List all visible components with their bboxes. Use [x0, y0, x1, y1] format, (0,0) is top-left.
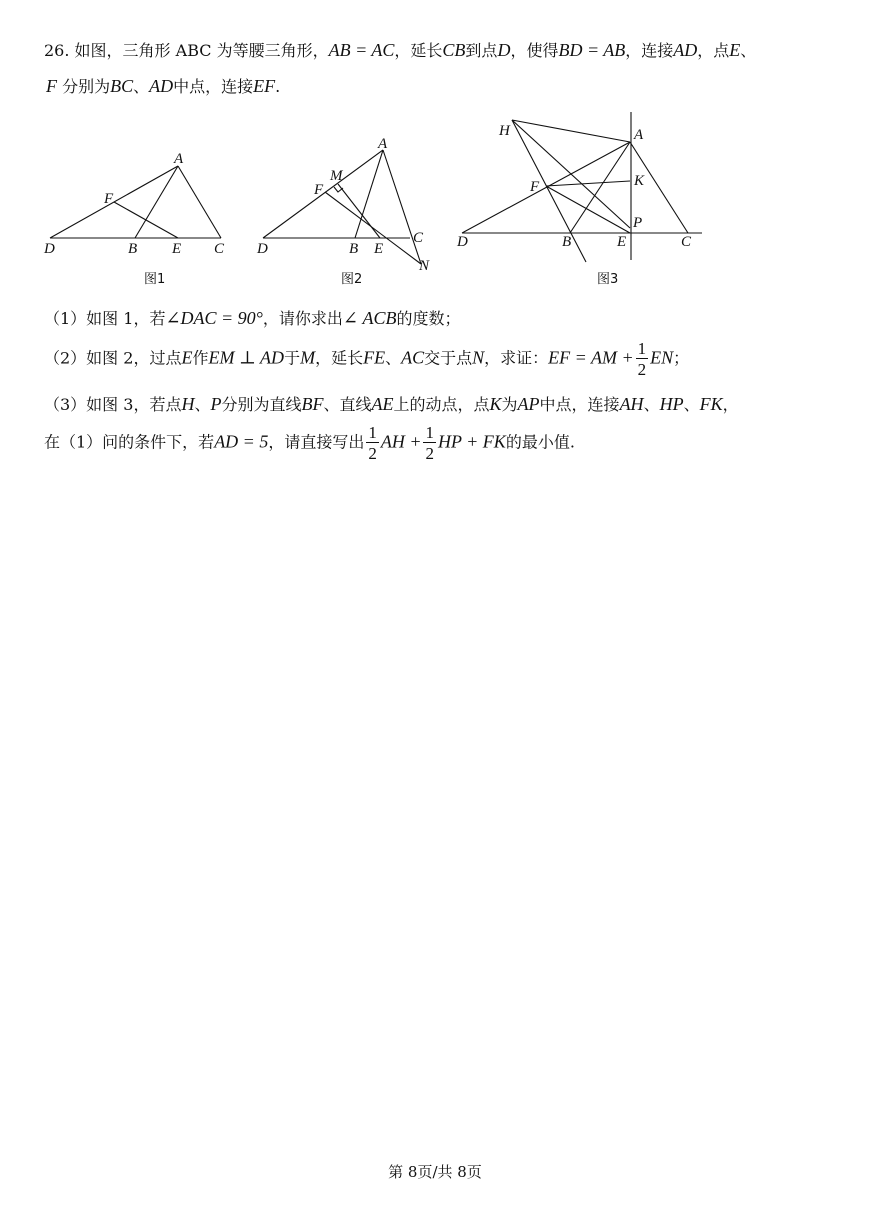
- fig1-label-e: E: [172, 241, 182, 257]
- fig2-caption: 图2: [341, 272, 363, 287]
- text: ，使得: [510, 41, 559, 60]
- fig2-label-b: B: [349, 241, 359, 257]
- question-3-line-2: [44, 424, 575, 462]
- math: P: [210, 394, 222, 414]
- fig2-label-n: N: [419, 258, 430, 274]
- math: AD: [149, 76, 174, 96]
- text: ，请你求出: [262, 309, 343, 328]
- math: EN: [650, 347, 674, 368]
- fig1-label-d: D: [44, 241, 55, 257]
- text: ，连接: [625, 41, 674, 60]
- text: ，请直接写出: [268, 432, 365, 452]
- numerator: 1: [425, 423, 434, 442]
- text: 分别为: [62, 77, 111, 96]
- problem-line-2: [46, 74, 280, 97]
- math: CB: [442, 40, 466, 60]
- math: HP: [659, 394, 684, 414]
- fraction-half: [423, 424, 436, 462]
- math: F: [46, 76, 57, 96]
- text: （2）如图 2，过点: [44, 348, 182, 368]
- fig3-label-d: D: [457, 234, 468, 250]
- text: 为: [501, 395, 518, 414]
- math: D: [497, 40, 511, 60]
- question-1: [44, 306, 461, 329]
- fig1-label-f: F: [104, 191, 114, 207]
- text: 的最小值.: [505, 432, 575, 452]
- text: 、: [683, 395, 700, 414]
- text: 、直线: [323, 395, 372, 414]
- text: ，延长: [394, 41, 443, 60]
- fig2-label-c: C: [413, 230, 424, 246]
- math: BD = AB: [558, 40, 626, 60]
- fraction-half: [366, 424, 379, 462]
- fig3-label-f: F: [530, 179, 540, 195]
- fraction-half: [636, 340, 649, 378]
- text: 如图，三角形 ABC 为等腰三角形，: [74, 41, 329, 60]
- fig1-caption: 图1: [144, 272, 166, 287]
- fig3-label-e: E: [617, 234, 627, 250]
- text: 中点，连接: [539, 395, 620, 414]
- math: EF = AM +: [548, 347, 634, 368]
- math: AE: [371, 394, 394, 414]
- text: ；: [673, 348, 690, 368]
- text: 到点: [465, 41, 498, 60]
- problem-line-1: [44, 38, 756, 61]
- figure-3: [462, 112, 702, 262]
- math: ∠ ACB: [342, 308, 397, 328]
- math: AD = 5: [214, 431, 269, 452]
- math: E: [181, 347, 193, 368]
- fig3-label-p: P: [633, 215, 643, 231]
- text: （1）如图 1，若: [44, 309, 166, 328]
- text: 交于点: [424, 348, 473, 368]
- denominator: 2: [425, 444, 434, 463]
- text: 、: [133, 77, 150, 96]
- fig2-label-f: F: [314, 182, 324, 198]
- math: HP + FK: [437, 431, 506, 452]
- math: H: [181, 394, 195, 414]
- text: ，求证：: [484, 348, 549, 368]
- text: 中点，连接: [173, 77, 254, 96]
- fig2-label-a: A: [378, 136, 388, 152]
- fig3-label-a: A: [634, 127, 644, 143]
- text: （3）如图 3，若点: [44, 395, 182, 414]
- fig2-label-e: E: [374, 241, 384, 257]
- numerator: 1: [637, 339, 647, 358]
- fig1-label-a: A: [174, 151, 184, 167]
- fig3-label-c: C: [681, 234, 692, 250]
- problem-number: 26.: [44, 41, 70, 60]
- math: AH: [619, 394, 644, 414]
- math: AP: [517, 394, 540, 414]
- math: AB = AC: [328, 40, 395, 60]
- math: AH +: [380, 431, 422, 452]
- math: ∠DAC = 90°: [165, 308, 263, 328]
- question-2: [44, 340, 689, 378]
- denominator: 2: [368, 444, 377, 463]
- text: 、: [643, 395, 660, 414]
- math: N: [472, 347, 485, 368]
- math: EF: [253, 76, 276, 96]
- denominator: 2: [637, 360, 647, 379]
- page-footer: 第 8页/共 8页: [388, 1163, 482, 1181]
- fig2-label-d: D: [257, 241, 268, 257]
- math: EM ⊥ AD: [208, 347, 285, 368]
- text: 于: [284, 348, 301, 368]
- math: BC: [110, 76, 134, 96]
- fig2-label-m: M: [330, 168, 343, 184]
- text: 、: [194, 395, 211, 414]
- fig1-label-c: C: [214, 241, 225, 257]
- numerator: 1: [368, 423, 377, 442]
- text: ，: [722, 395, 739, 414]
- math: BF: [301, 394, 324, 414]
- math: FE: [363, 347, 386, 368]
- math: AD: [673, 40, 698, 60]
- fig3-label-b: B: [562, 234, 572, 250]
- text: 、: [385, 348, 402, 368]
- text: 分别为直线: [221, 395, 302, 414]
- fig3-label-h: H: [499, 123, 510, 139]
- text: 、: [740, 41, 757, 60]
- text: .: [275, 77, 281, 96]
- math: M: [300, 347, 316, 368]
- text: 作: [192, 348, 209, 368]
- figure-1: [50, 166, 221, 238]
- math: E: [729, 40, 741, 60]
- text: ，点: [697, 41, 730, 60]
- text: ，延长: [315, 348, 364, 368]
- figures: [0, 100, 870, 300]
- math: AC: [401, 347, 425, 368]
- fig3-label-k: K: [634, 173, 645, 189]
- text: 的度数；: [396, 309, 461, 328]
- fig3-caption: 图3: [597, 272, 619, 287]
- fig1-label-b: B: [128, 241, 138, 257]
- math: K: [489, 394, 502, 414]
- math: FK: [699, 394, 723, 414]
- text: 上的动点，点: [393, 395, 490, 414]
- text: 在（1）问的条件下，若: [44, 432, 215, 452]
- question-3-line-1: [44, 392, 739, 415]
